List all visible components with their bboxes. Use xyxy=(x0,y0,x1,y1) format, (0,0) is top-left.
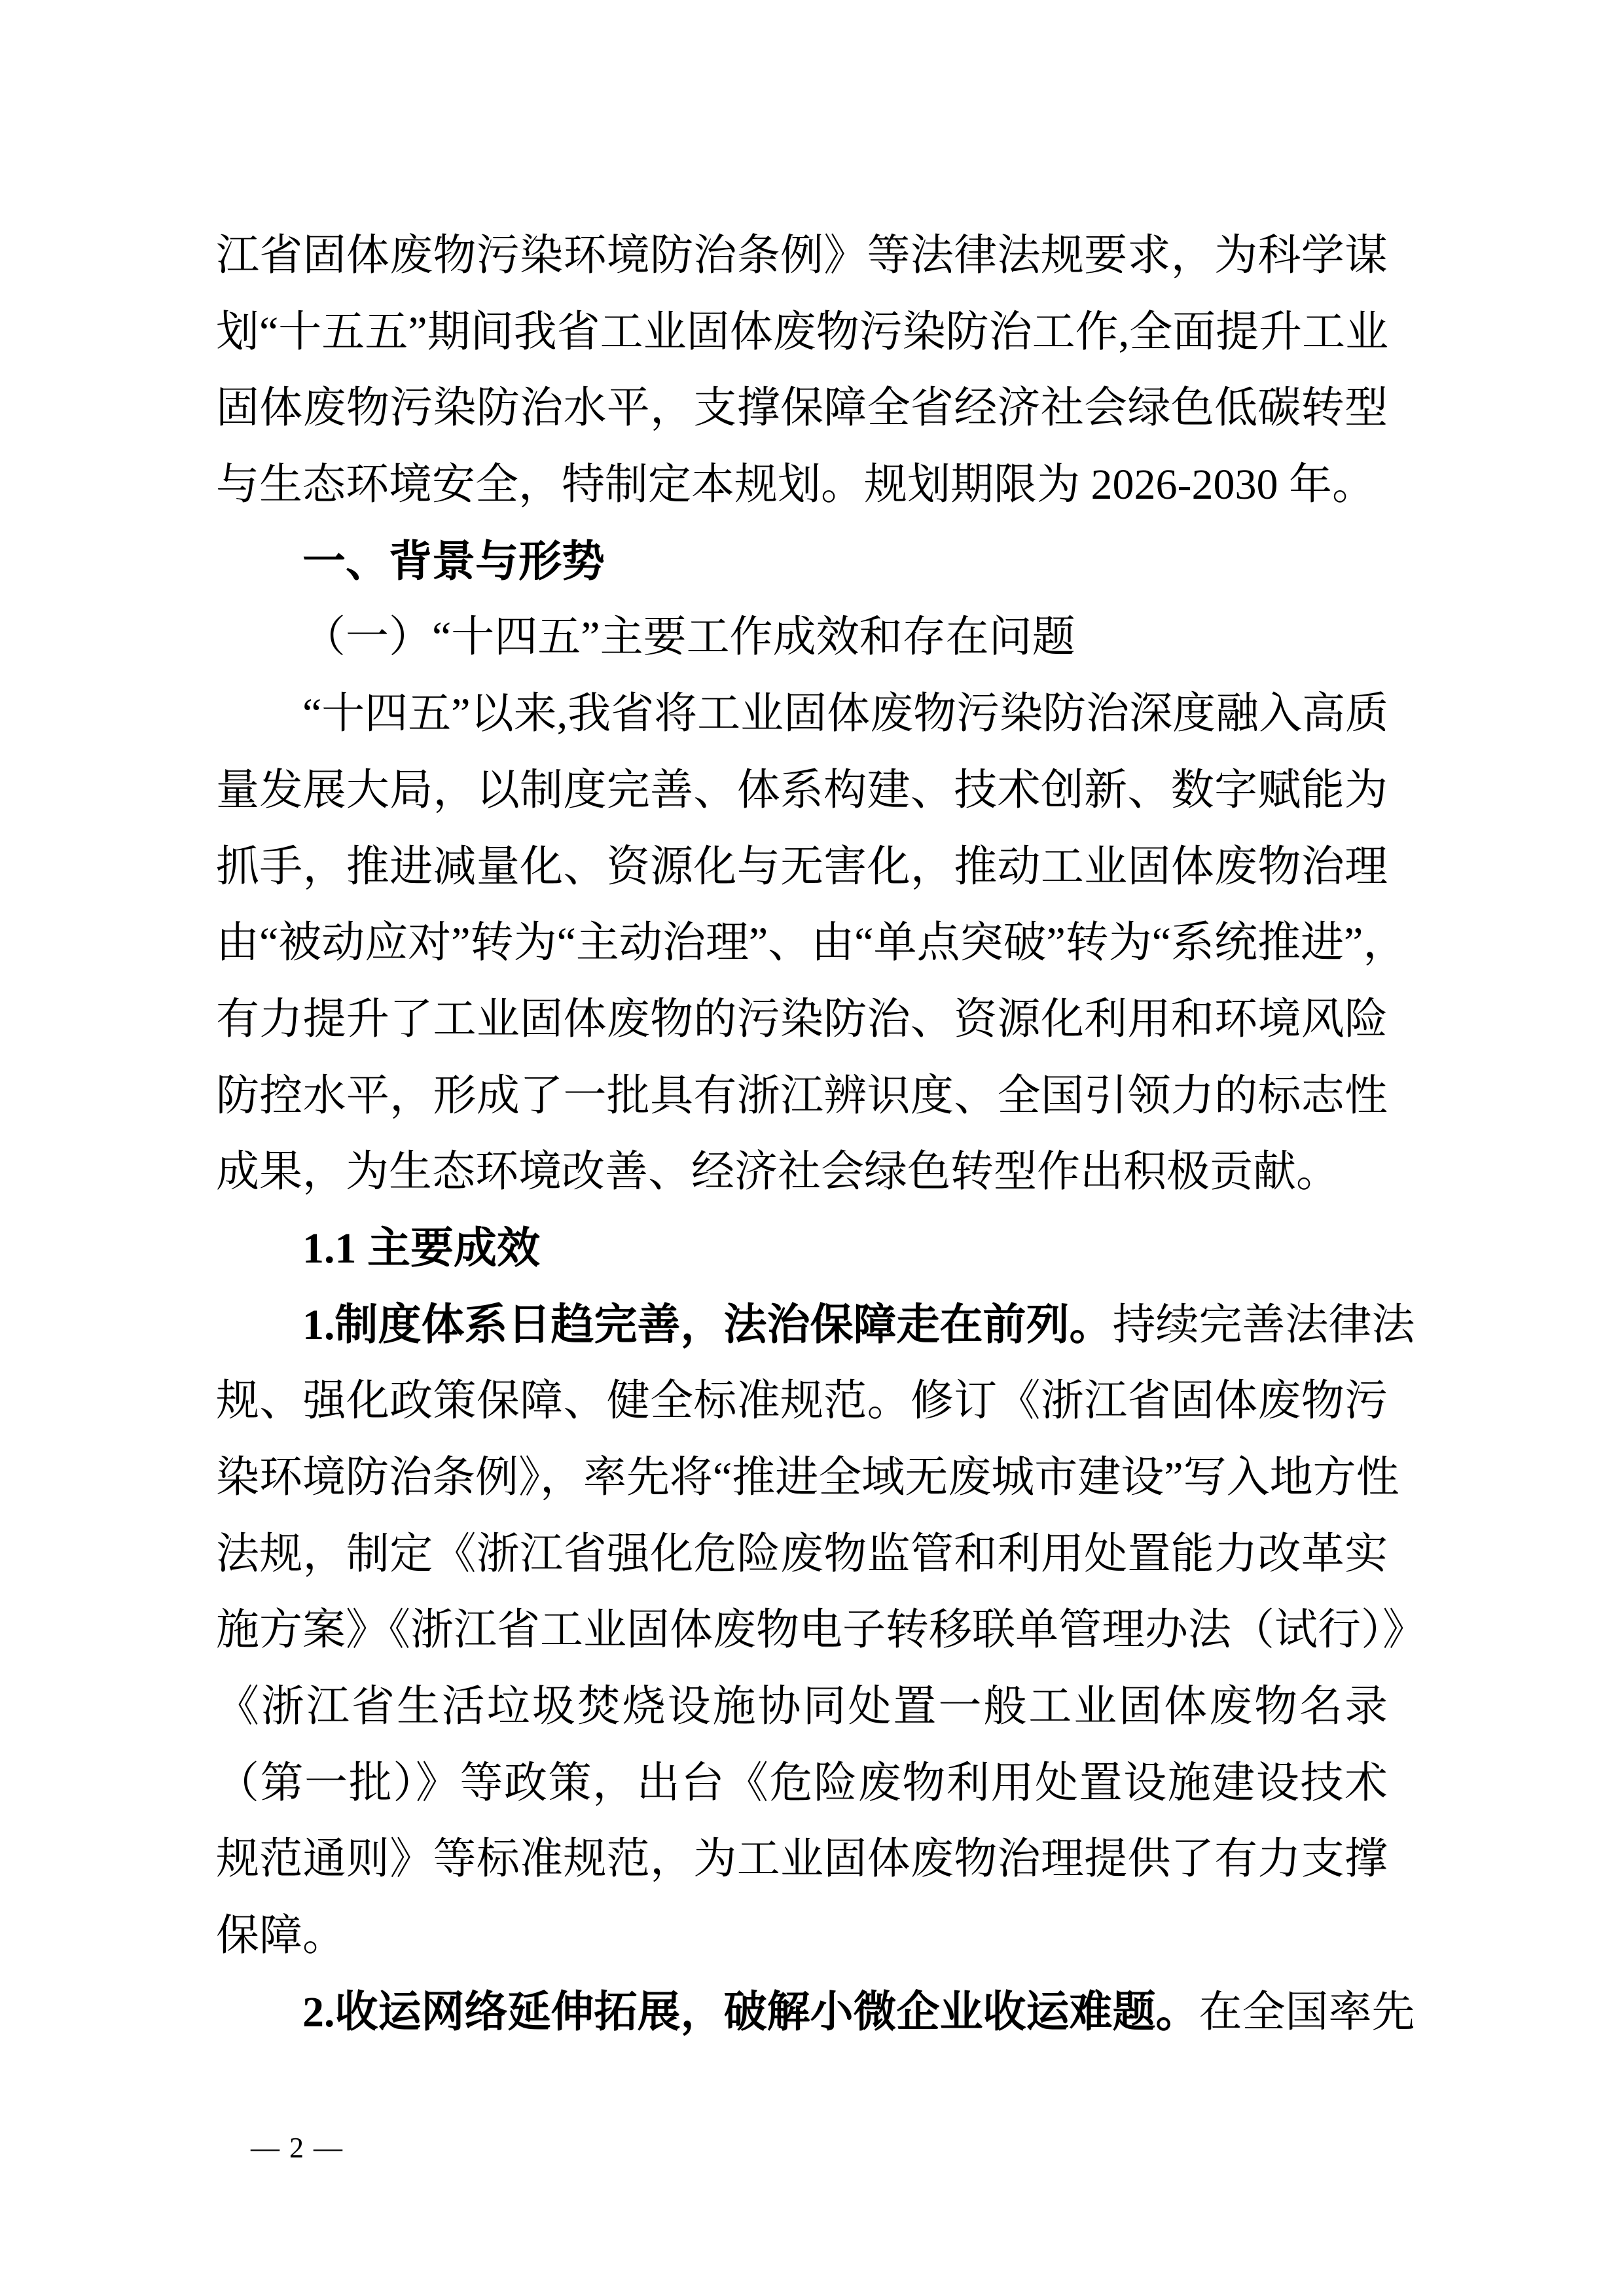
paragraph-line: 保障。 xyxy=(216,1912,346,1960)
text-run: 持续完善法律法 xyxy=(1112,1300,1415,1349)
subsection-heading: （一）“十四五”主要工作成效和存在问题 xyxy=(302,613,1075,662)
paragraph-line: 染环境防治条例》，率先将“推进全域无废城市建设”写入地方性 xyxy=(216,1454,1399,1501)
paragraph-line: “十四五”以来,我省将工业固体废物污染防治深度融入高质 xyxy=(302,690,1389,738)
paragraph-line: 有力提升了工业固体废物的污染防治、资源化利用和环境风险 xyxy=(216,995,1388,1043)
paragraph-line: 划“十五五”期间我省工业固体废物污染防治工作,全面提升工业 xyxy=(216,308,1389,356)
paragraph-line: 《浙江省生活垃圾焚烧设施协同处置一般工业固体废物名录 xyxy=(216,1683,1388,1731)
paragraph-line: 施方案》《浙江省工业固体废物电子转移联单管理办法（试行）》 xyxy=(216,1606,1426,1655)
paragraph-line: 规、强化政策保障、健全标准规范。修订《浙江省固体废物污 xyxy=(216,1377,1388,1426)
bold-run: 1.制度体系日趋完善，法治保障走在前列。 xyxy=(302,1300,1113,1349)
text-run: 在全国率先 xyxy=(1199,1988,1415,2036)
paragraph-line: 江省固体废物污染环境防治条例》等法律法规要求，为科学谋 xyxy=(216,232,1388,279)
paragraph-line: 成果，为生态环境改善、经济社会绿色转型作出积极贡献。 xyxy=(216,1148,1339,1196)
paragraph-line xyxy=(216,1975,1415,2051)
paragraph-line: 与生态环境安全，特制定本规划。规划期限为 2026-2030 年。 xyxy=(216,461,1375,509)
document-body xyxy=(216,218,1426,2051)
section-heading: 一、背景与形势 xyxy=(302,535,605,586)
numbered-heading: 1.1 主要成效 xyxy=(302,1224,540,1272)
paragraph-line: 防控水平，形成了一批具有浙江辨识度、全国引领力的标志性 xyxy=(216,1071,1388,1120)
bold-run: 2.收运网络延伸拓展，破解小微企业收运难题。 xyxy=(302,1988,1199,2036)
paragraph-line xyxy=(216,1287,1415,1364)
paragraph-line: 由“被动应对”转为“主动治理”、由“单点突破”转为“系统推进”， xyxy=(216,919,1407,967)
paragraph-line: 固体废物污染防治水平，支撑保障全省经济社会绿色低碳转型 xyxy=(216,384,1388,433)
paragraph-line: （第一批）》等政策，出台《危险废物利用处置设施建设技术 xyxy=(216,1759,1388,1807)
page-number: — 2 — xyxy=(251,2132,344,2164)
paragraph-line: 量发展大局，以制度完善、体系构建、技术创新、数字赋能为 xyxy=(216,766,1388,814)
paragraph-line: 抓手，推进减量化、资源化与无害化，推动工业固体废物治理 xyxy=(216,842,1388,891)
paragraph-line: 规范通则》等标准规范，为工业固体废物治理提供了有力支撑 xyxy=(216,1835,1388,1884)
paragraph-line: 法规，制定《浙江省强化危险废物监管和利用处置能力改革实 xyxy=(216,1530,1388,1578)
